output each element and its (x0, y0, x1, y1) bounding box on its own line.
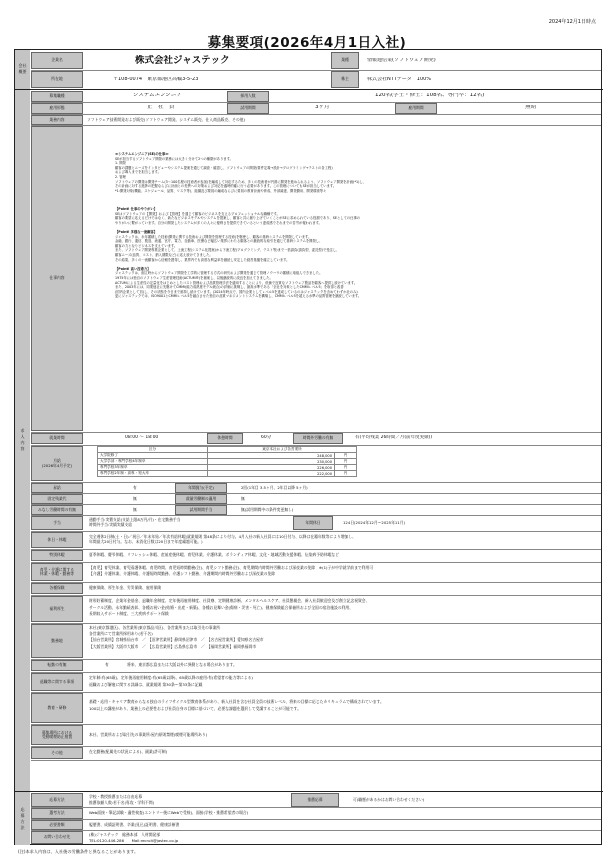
documents: 履歴書、成績証明書、卒業(見込)証明書、健康診断書 (89, 822, 180, 827)
deemed-hours-label: みなし労働時間の有無 (31, 505, 83, 515)
row-separator (31, 830, 601, 831)
trial-allowance-label: 試用期間手当 (175, 505, 227, 515)
term-label: 雇用期間 (395, 103, 437, 114)
row-separator (31, 432, 601, 433)
section-divider (15, 89, 603, 90)
job: システムエンジニア (133, 93, 182, 98)
transfer-flag: 有 (105, 662, 109, 667)
row-separator (31, 515, 601, 516)
row-separator (31, 562, 601, 563)
company-name: 株式会社ジャステック (135, 55, 230, 66)
fixed-overtime-label: 固定残業代 (31, 494, 83, 504)
detail-line: 金融、銀行、通信、製造、流通、官庁、電力、自動車、医療など幅広い業界にわたる顧客との継続的な取引を通じて基幹システムを開発し、 (115, 239, 323, 244)
special-leave: 夏季休暇、慶弔休暇、リフレッシュ休暇、産前産後休暇、育児休業、介護休業、ボランティア休暇、文化・地域活動支援休暇、伝染病予防休暇など (89, 552, 340, 557)
salary-category: 専門学校3年制卒 (98, 465, 208, 471)
detail-line: SEはソフトウェアの【開発】および【管理】を通じて顧客のビジネスを支えるプロフェッショナルな職種です。 (115, 211, 280, 216)
count-label: 採用人数 (227, 91, 269, 102)
break: 60分 (261, 435, 272, 440)
salary-category: 大学学部・専門学校4年制卒 (98, 459, 208, 465)
row-separator (31, 724, 601, 725)
smoking-label: 募集場所における 受動喫煙防止措置 (31, 725, 83, 745)
form-label: 雇用形態 (31, 103, 83, 114)
row-separator (31, 445, 601, 446)
term: 無期 (525, 105, 537, 110)
row-separator (31, 504, 601, 505)
raise: 有 (133, 485, 137, 490)
other-label: その他 (31, 747, 83, 759)
shareholder: 株式会社NTTデータ 100% (367, 77, 432, 82)
detail-line: また、2003年には、同業他社に先駆けてCMMI(能力成熟度モデル統合)の評価に挑戦し、最高水準である「全社を対象としたCMMIレベル5」を取得と改善 (115, 285, 344, 290)
detail-line: 1975年には独自のソフトウェア生産管理技術(ACTUM®)を創案し、以後継続的に改良を加えてきました。 (115, 276, 273, 281)
apply-method: 学校・教授推薦または自由応募 推薦依頼人数:若干名(専攻・学科不問) (89, 794, 154, 805)
section-divider (15, 791, 603, 792)
deemed-hours: 無 (133, 507, 137, 512)
transfer: 将来、東京都広島または大阪以外に異動となる場合があります。 (127, 662, 237, 667)
job-label: 募集職種 (31, 91, 83, 102)
trial-label: 試用期間 (227, 103, 269, 114)
row-separator (31, 531, 601, 532)
detail-line: その計画に対する進捗の把握ならびに計画との差異への対策および対応を適時的確に行う必要があります。この管理についてもSEが担当しています。 (115, 184, 337, 189)
detail-line: 顧客の課題とニーズをインタビューやシステム提案を通じて調査・確認し、ソフトウェアの開発(要件定義→設計→プログラミング→テストの各工程) (115, 165, 333, 170)
documents-label: 必要書類 (31, 820, 83, 830)
section-apply: 応 募 方 法 (20, 806, 25, 830)
row-separator (31, 70, 601, 71)
detail-line: *1:開発対象(機能、スケジュール、品質、リスク等)、組織及び要員の編成ならびに要員の教育計画や育成、外部調達、開発費用、開発環境等々 (115, 188, 327, 193)
place-label: 勤務地 (31, 624, 83, 658)
row-separator (31, 549, 601, 550)
row-separator (31, 807, 601, 808)
company-name-label: 企業名 (31, 52, 83, 69)
referral: 可(職歴があるかはお問い合わせください) (353, 797, 425, 802)
detail-line: 顧客の要望に応えるだけではなく、新たなビジネスモデルやシステムを提案し、顧客と共に創り上げていくことがSEに求められている役割であり、SEとしての仕事の (115, 216, 361, 221)
selection-label: 選考方法 (31, 808, 83, 819)
detail-line: その結果、多くの一流顧客から信頼を獲得し、業界内でも高度な利益率を継続し安定した経営基盤を確立しています。 (115, 257, 290, 262)
salary-amount: 226,000 (208, 465, 335, 471)
detail-line: 【Point! 仕事のやりがい】 (115, 207, 158, 212)
apply-method-label: 応募方法 (31, 793, 83, 807)
retirement: 定年制:有(65歳)、定年後再雇用制度:有(65歳以降)、65歳以降の雇用:有(希望者の能力等による) 退職および解雇に関する詳細は、就業規則 第30条～第33条に記載 (89, 675, 253, 687)
salary-label: 月給 (2026年4月予定) (31, 446, 83, 481)
allowance: 通勤手当:実費支給(支給上限8万円/月)・在宅勤務手当 時間外手当:実績実績支給 (89, 517, 181, 527)
salary-unit: 円 (335, 471, 357, 477)
trial-allowance: 無(試用期間中の条件変更無し) (241, 507, 294, 512)
detail-line: また、ソフトウェア開発専業企業として、上流工程(システム化提案)から下流工程(プログラミング、テスト等)まで一括請負(請負型、委託型)で受注し、 (115, 248, 340, 253)
benefit-label: 福利厚生 (31, 596, 83, 622)
salary-unit: 円 (335, 459, 357, 465)
allowance-label: 手当 (31, 516, 83, 530)
row-separator (31, 114, 601, 115)
care-leave: 【育児】育児休業、育児看護休暇、育児時間、育児短時間勤務(注)、育児シフト勤務(注)、育児期間内時間外労働および深夜業の免除 ※(1)子が中学就学前まで利用可 【介護】介護休業、介護休暇、介護短時間勤務、介護シフト勤務、介護期間内時間外労働および深夜業の免除 (89, 565, 374, 576)
work-place: 本社(東京都港区)、各営業所(東京都品川区)、各営業所または取引先の事業所 各営業所にて営業所採用あり(若干名) 【仙台営業所】宮城県仙台市 ／ 【沼津営業所】静岡県沼津市 ／ 【名古屋営業所】愛知県名古屋市 【大阪営業所】大阪市大阪市 ／ 【広島営業所】広島県広島市 ／ 【福岡営業所】福岡県福岡市 (89, 625, 264, 649)
job-detail (115, 152, 597, 299)
hours-label: 就業時間 (31, 433, 83, 444)
referral-label: 推薦応募 (291, 793, 339, 807)
detail-line: ジャステックは、永年蓄積した技術(開発に関する技術および開発を管理する技術)を駆使し、顧客の基幹システムを開発しています。 (115, 234, 312, 239)
bonus: 2回(1年目 3.5ヶ月、2年目以降 5ヶ月) (241, 485, 308, 490)
row-separator (31, 819, 601, 820)
break-label: 休憩時間 (207, 433, 243, 444)
detail-line: 【Point! 多様な一流顧客】 (115, 230, 158, 235)
detail-line: やりがいに繋がっています。自分の開発したシステムが多くの人々に便利さを提供できているという達成感でそれまでの苦労が報われます。 (115, 220, 322, 225)
section-company: 会社 概要 (18, 63, 27, 74)
salary-category: 専門学校2年制・高専・短大卒 (98, 471, 208, 477)
row-separator (31, 672, 601, 673)
salary-category: 大学院修了 (98, 453, 208, 459)
row-separator (31, 102, 601, 103)
document-title: 募集要項(2026年4月1日入社) (207, 35, 407, 51)
smoking-policy: 本社、営業所および取引先の事業所:屋内原則禁煙(喫煙可能場所あり) (89, 732, 208, 737)
salary-amount: 230,000 (208, 459, 335, 465)
selection: Web面接・筆記試験・適性検査(エントリー後にWebで受検)、面接(学校・推薦希望者の場合) (89, 810, 249, 815)
document-date: 2024年12月1日時点 (548, 19, 596, 25)
detail-line: ソフトウェアの開発は開発チーム(3～100名程の技術者が参加)を編成して対応するため、多くの技術者が円滑に開発を進められるよう、ソフトウェア開発を計画(*1)し、 (115, 179, 366, 184)
overtime-label: 時間外労働の有無 (293, 433, 343, 444)
contact-label: お問い合わせ先 (31, 831, 83, 844)
trial-period: 3ヶ月 (315, 105, 330, 110)
bonus-label: 年間賞与(予定) (175, 483, 227, 493)
discretionary: 無 (241, 496, 245, 501)
industry-label: 業種 (331, 52, 359, 69)
count: 120名(学士・修士：108名、専門卒：12名) (375, 93, 485, 98)
salary-head-category: 区分 (98, 447, 208, 453)
annual-holiday: 124日(2024年12月～2025年11月) (343, 520, 405, 525)
contact: (株)ジャステック 総務本部 人材開発部 TEL:0120-446-286 Mail:recruit@jastec.co.jp (89, 832, 179, 843)
care-label: 育児・介護に関する 休業・休暇・勤務等 (31, 563, 83, 581)
insurance-label: 各種保険 (31, 583, 83, 594)
insurance: 健康保険、厚生年金、労災保険、雇用保険 (89, 585, 162, 590)
education: 基礎・応用・キャリア教育からなる独自のライフサイクル型教育体系があり、新入社員を含む社員全員の技術レベル、将来の目標に応じたカリキュラムで構成されています。 100以上の講座があり、業務上の必要性および社員自身の目標に基づいて、必要な課題を選択して受講することが可能です。 (89, 699, 384, 711)
business-content: ソフトウェア技術開発および販売(ソフトウェア開発、システム販売、仕入商品販売、その他) (87, 117, 245, 122)
salary-amount: 222,000 (208, 471, 335, 477)
education-label: 教育・研修 (31, 693, 83, 723)
annual-holiday-label: 年間休日 (293, 516, 333, 530)
detail-line: および導入までを担当します。 (115, 170, 161, 175)
detail-line: (国内企業として初)し、その状態を今日まで維持し続けています。(2024年時点で、国内企業としてレベル5を達成しているのはジャステックを含めてわずか社のみ) (115, 289, 358, 294)
row-separator (31, 482, 601, 483)
row-separator (31, 692, 601, 693)
row-separator (31, 125, 601, 126)
shareholder-label: 株主 (331, 71, 359, 88)
discretionary-label: 裁量労働制の適用 (175, 494, 227, 504)
row-separator (31, 746, 601, 747)
detail-line: 顧客の力となりビジネスを支えています。 (115, 243, 178, 248)
row-separator (31, 659, 601, 660)
salary-table (97, 446, 357, 477)
footnote: (注)本求人内容は、入社後の労働条件と異なることがあります。 (18, 849, 139, 854)
detail-line: 顧客ニーズ(品質、コスト、納入期限など)に応え続けてきました。 (115, 253, 213, 258)
row-separator (31, 595, 601, 596)
detail-line: ジャステックは、創立時からソフトウェア開発を工学的に管理する方式の研究および開発を通じて管理ノウハウの蓄積に取組んできました。 (115, 271, 323, 276)
detail-line: ACTUMによる生産性の定量化をはじめとしたコスト管理および品質管理手法を適用することにより、低価で良質なソフトウェア製品を顧客へ提供し続けています。 (115, 280, 358, 285)
overtime: 有(平均残業 26時間／月(前年度実績)) (355, 435, 433, 440)
salary-unit: 円 (335, 453, 357, 459)
recruitment-form (14, 49, 602, 845)
retire-label: 退職等に関する事項 (31, 673, 83, 691)
salary-unit: 円 (335, 465, 357, 471)
hours: 08:00 ～ 18:00 (125, 435, 159, 440)
salary-amount: 248,000 (208, 453, 335, 459)
employment-form: 正 社 員 (147, 105, 175, 110)
row-separator (31, 582, 601, 583)
leave: 完全週休2日制(土・日)／祝日／年末年始／年次有給休暇(就業規則 第48条により付与。4月入社の新入社員には10日付与、以降は在籍年数等により増加し、 年間最大20日付与。なお、未消化日数は20日まで年度繰越可能。) (89, 534, 356, 544)
content-label: 業務内容 (31, 115, 83, 125)
other: 在宅勤務(配属先の状況による)、副業(許可制) (89, 749, 168, 754)
detail-line: ≪システムエンジニア(SE)の仕事≫ (115, 152, 169, 156)
row-separator (31, 493, 601, 494)
raise-label: 昇給 (31, 483, 83, 493)
row-separator (31, 623, 601, 624)
salary-row (98, 471, 357, 477)
section-recruit: 求 人 内 容 (20, 428, 25, 451)
benefits: 財形貯蓄制度、企業年金基金、退職年金制度、定年後再雇用制度、社員寮、定期健康診断、メンタルヘルスケア、社員懇親会、新入社員歓迎会及び創立記念祝賀会、 サークル活動、永年勤続表彰、各種お祝い金(結婚・出産・新築)、各種お見舞い金(傷病・災害・死亡)、健康保険組合保養所および全国の宿泊施設の利用、 長期収入サポート制度、三大疾病サポート保険 (89, 598, 370, 616)
detail-line: 【Point! 高い技術力】 (115, 266, 151, 271)
leave-label: 休日・休暇 (31, 532, 83, 548)
detail-line: 2. 管理 (115, 174, 126, 179)
industry: 情報通信業(ソフトウェア開発) (367, 58, 436, 63)
row-separator (31, 760, 601, 761)
detail-line: SEが担当するソフトウェア開発の業務には大きく分けて2つの種類があります。 (115, 156, 233, 161)
special-leave-label: 特別休暇 (31, 550, 83, 561)
fixed-overtime: 無 (133, 496, 137, 501)
salary-head-location: 東京本社および各営業所 (208, 447, 357, 453)
detail-label: 仕事内容 (31, 126, 83, 431)
detail-line: 更にジャステックでは、ISO9001とCMMIレベル5を融合させた独自の品質マネジメントシステムを構築し、CMMIレベル5を超える水準の品質管理を継続しています。 (115, 294, 362, 299)
address-label: 所在地 (31, 71, 83, 88)
address: 〒108-0074 東京都港区高輪3-5-23 (113, 77, 199, 82)
transfer-label: 転勤の有無 (31, 660, 83, 671)
detail-line: 1. 開発 (115, 161, 126, 166)
